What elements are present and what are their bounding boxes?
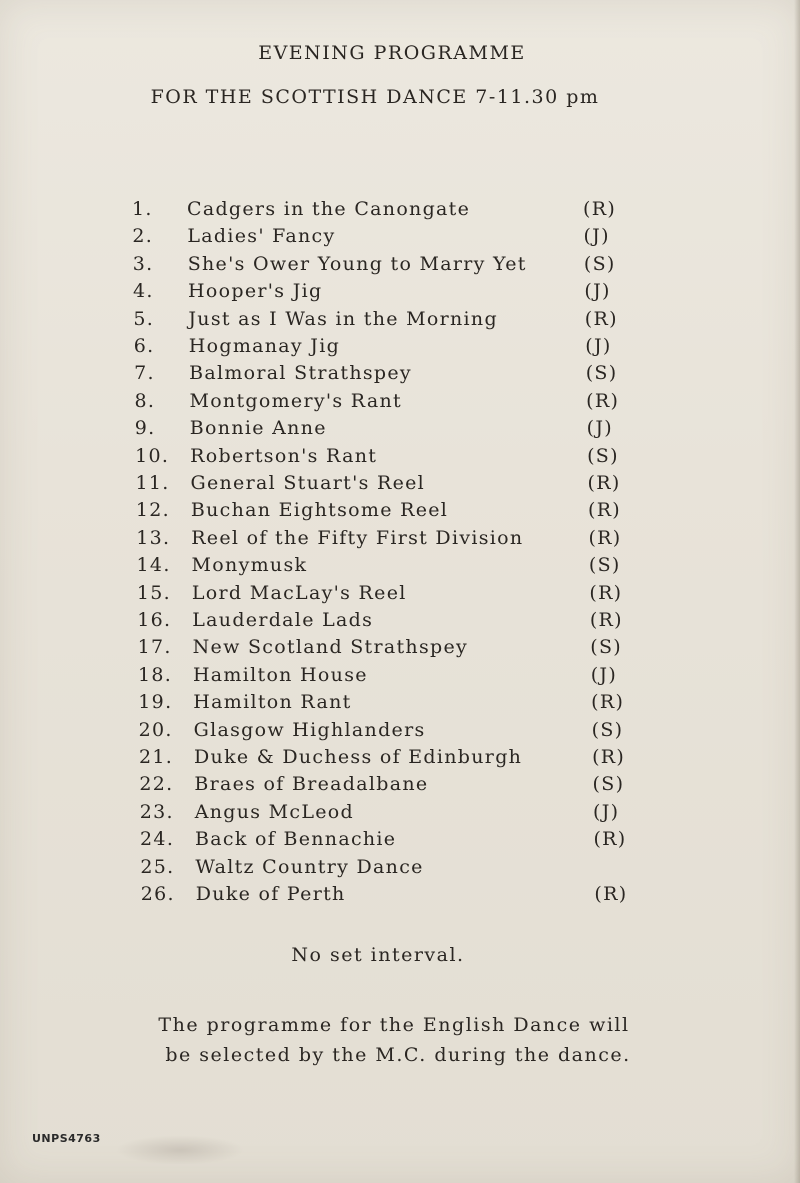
dance-item (137, 582, 657, 609)
dance-item (133, 253, 653, 280)
dance-name: General Stuart's Reel (190, 472, 426, 494)
dance-name: Bonnie Anne (189, 417, 327, 440)
dance-type: (S) (592, 773, 625, 796)
dance-item (134, 362, 654, 389)
dance-item (138, 664, 658, 691)
dance-type: (R) (587, 499, 622, 522)
programme-subtitle: FOR THE SCOTTISH DANCE 7-11.30 pm (150, 86, 600, 108)
dance-item (134, 335, 654, 362)
dance-number: 1. (132, 198, 153, 220)
dance-type: (J) (586, 417, 613, 440)
dance-name: Just as I Was in the Morning (188, 307, 498, 330)
dance-number: 2. (132, 225, 154, 248)
dance-name: Duke of Perth (195, 883, 346, 905)
catalog-number: UNPS4763 (32, 1132, 101, 1145)
dance-type: (J) (583, 225, 610, 248)
dance-item (141, 883, 661, 910)
dance-type: (S) (590, 636, 623, 659)
dance-type: (S) (588, 554, 621, 577)
dance-type: (J) (584, 280, 611, 303)
dance-item (135, 445, 655, 472)
dance-number: 23. (139, 800, 174, 823)
dance-number: 19. (138, 691, 173, 714)
dance-type: (R) (591, 691, 625, 714)
dance-type: (R) (589, 581, 623, 604)
dance-item (140, 801, 660, 828)
footer-line-2: be selected by the M.C. during the dance. (165, 1044, 631, 1066)
programme-title: EVENING PROGRAMME (258, 42, 526, 64)
dance-type: (J) (590, 663, 618, 686)
dance-type: (S) (591, 718, 624, 741)
dance-item (139, 773, 659, 800)
dance-type: (R) (586, 389, 620, 412)
dance-type: (R) (587, 472, 621, 494)
dance-name: Ladies' Fancy (187, 225, 336, 248)
dance-item (137, 554, 657, 581)
dance-item (132, 225, 652, 252)
dance-name: Hamilton Rant (193, 691, 352, 714)
dance-name: Robertson's Rant (190, 444, 378, 467)
dance-type: (R) (584, 307, 618, 330)
dance-number: 15. (136, 581, 172, 604)
card-edge-shadow (794, 0, 800, 1183)
dance-name: Cadgers in the Canongate (187, 198, 471, 220)
dance-number: 26. (140, 883, 175, 905)
dance-item (140, 828, 660, 855)
dance-number: 18. (137, 663, 173, 686)
dance-type: (R) (588, 526, 622, 549)
dance-number: 10. (135, 444, 170, 467)
dance-item (136, 527, 656, 554)
dance-type: (S) (587, 444, 619, 467)
dance-number: 5. (133, 307, 155, 330)
dance-name: Lauderdale Lads (192, 609, 374, 631)
dance-number: 22. (139, 773, 174, 796)
dance-item (135, 417, 655, 444)
dance-name: Glasgow Highlanders (193, 718, 426, 741)
dance-number: 8. (134, 389, 156, 412)
dance-number: 20. (138, 718, 173, 741)
dance-number: 21. (139, 746, 174, 768)
dance-name: New Scotland Strathspey (192, 636, 469, 659)
dance-number: 9. (134, 417, 156, 440)
dance-number: 12. (135, 499, 170, 522)
dance-type: (R) (594, 883, 628, 905)
dance-item (133, 280, 653, 307)
dance-name: Hogmanay Jig (188, 335, 341, 357)
dance-name: Balmoral Strathspey (189, 362, 412, 385)
dance-type: (S) (585, 362, 618, 385)
dance-number: 14. (136, 554, 171, 577)
dance-number: 6. (133, 335, 155, 357)
dance-item (138, 636, 658, 663)
dance-name: Angus McLeod (194, 800, 354, 823)
dance-name: Hamilton House (192, 663, 368, 686)
dance-name: Reel of the Fifty First Division (191, 526, 524, 549)
dance-number: 17. (137, 636, 172, 659)
dance-item (139, 746, 659, 773)
dance-type: (S) (583, 252, 616, 275)
dance-name: Duke & Duchess of Edinburgh (194, 746, 523, 768)
dance-number: 7. (134, 362, 155, 385)
dance-item (139, 719, 659, 746)
dance-type: (R) (589, 609, 623, 631)
dance-name: Waltz Country Dance (195, 855, 424, 878)
dance-type: (R) (593, 828, 627, 851)
dance-name: Buchan Eightsome Reel (190, 499, 449, 522)
dance-number: 16. (137, 609, 172, 631)
dance-item (137, 609, 657, 636)
dance-item (133, 308, 653, 335)
dance-item (140, 856, 660, 883)
dance-item (132, 198, 652, 225)
dance-name: Monymusk (191, 554, 308, 577)
dance-name: She's Ower Young to Marry Yet (187, 252, 527, 275)
dance-number: 13. (136, 526, 171, 549)
dance-number: 11. (135, 472, 170, 494)
dance-number: 3. (132, 252, 154, 275)
dance-name: Lord MacLay's Reel (191, 581, 407, 604)
dance-item (136, 472, 656, 499)
dance-number: 24. (140, 828, 175, 851)
dance-name: Braes of Breadalbane (194, 773, 429, 796)
dance-type: (J) (592, 800, 620, 823)
dance-type: (J) (585, 335, 612, 357)
dance-number: 4. (133, 280, 154, 303)
dance-item (136, 499, 656, 526)
dance-name: Montgomery's Rant (189, 389, 402, 412)
dance-name: Hooper's Jig (188, 280, 323, 303)
dance-name: Back of Bennachie (195, 828, 397, 851)
dance-item (134, 390, 654, 417)
dance-item (138, 691, 658, 718)
footer-line-1: The programme for the English Dance will (158, 1014, 630, 1036)
smudge-mark (115, 1135, 245, 1165)
dance-type: (R) (583, 198, 617, 220)
dance-number: 25. (140, 855, 175, 878)
interval-note: No set interval. (291, 944, 465, 966)
dance-type: (R) (592, 746, 626, 768)
